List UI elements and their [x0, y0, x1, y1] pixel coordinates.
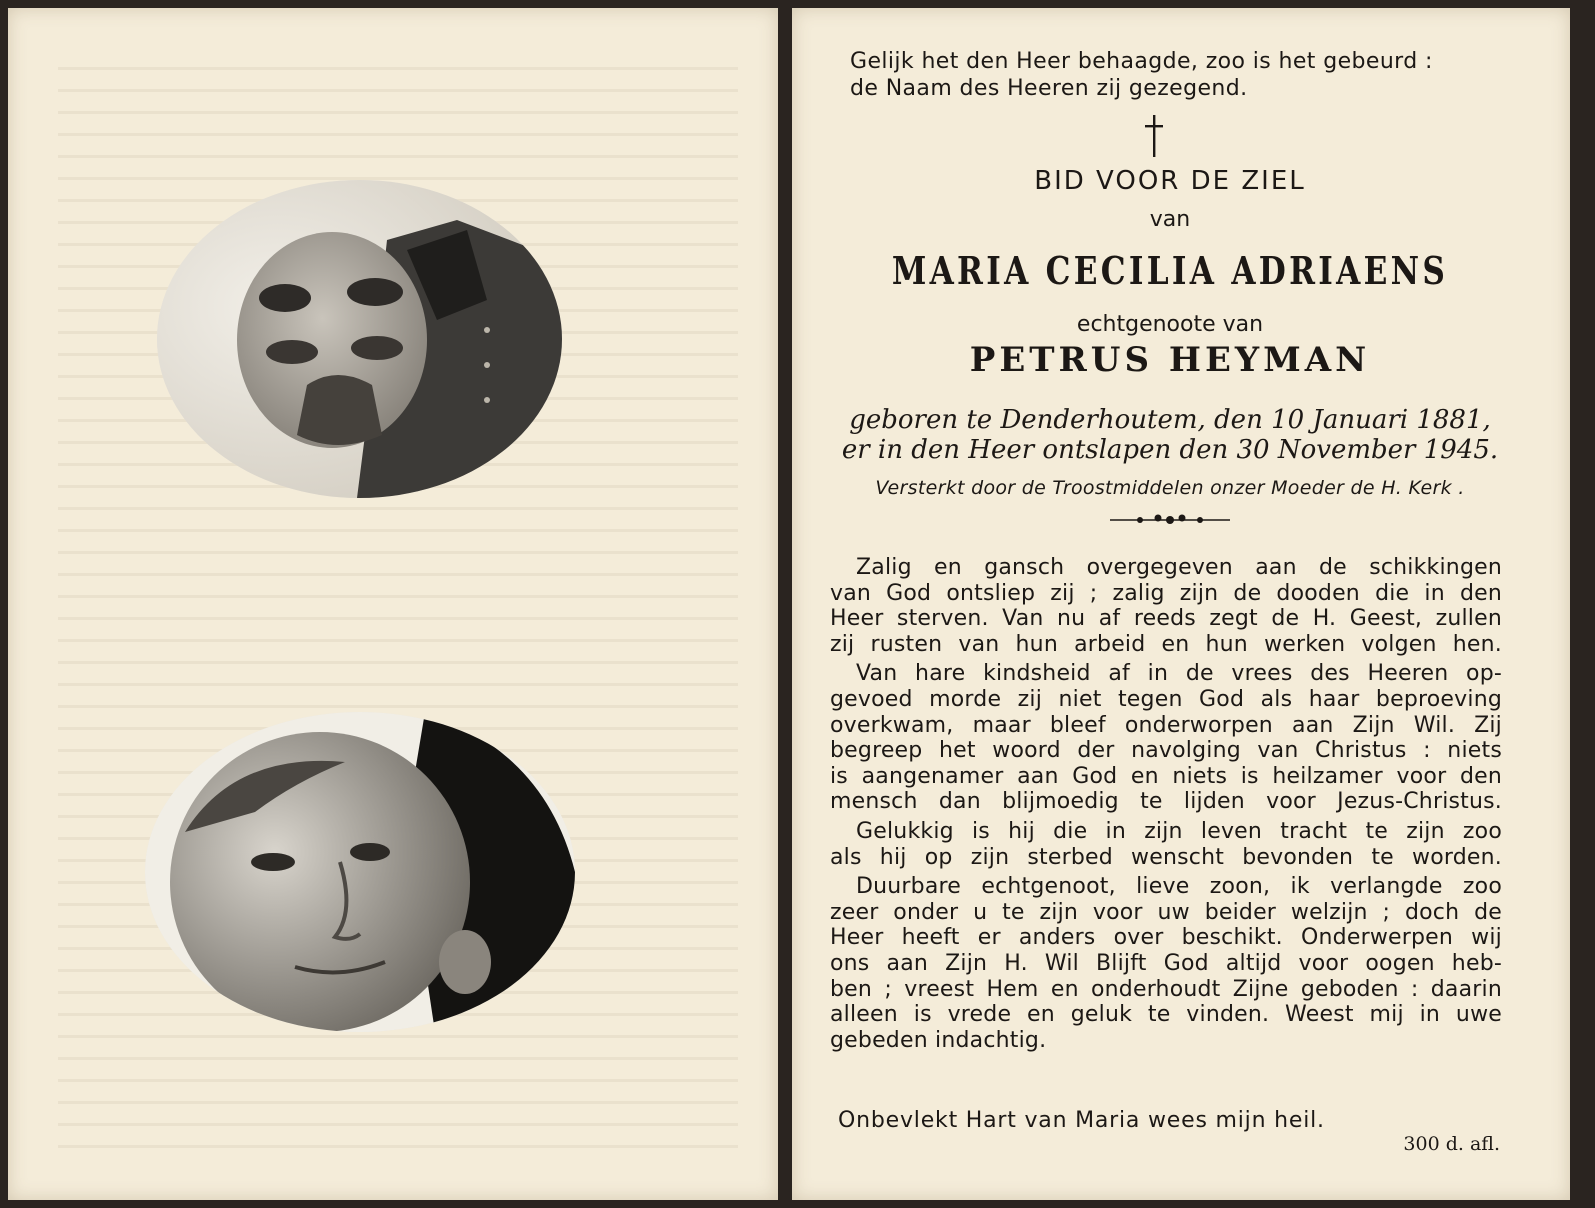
text-line: als hij op zijn sterbed wenscht bevonden te worden.	[830, 844, 1502, 870]
text-line: mensch dan blijmoedig te lijden voor Jezus-Christus.	[830, 789, 1502, 815]
text-line: Heer sterven. Van nu af reeds zegt de H. Geest, zullen	[830, 606, 1502, 632]
text-line: Duurbare echtgenoot, lieve zoon, ik verlangde zoo	[856, 874, 1502, 900]
quote-line: de Naam des Heeren zij gezegend.	[850, 76, 1248, 101]
quote-line: Gelijk het den Heer behaagde, zoo is het gebeurd :	[850, 49, 1433, 74]
spouse-intro: echtgenoote van	[1076, 312, 1264, 337]
text-line: zeer onder u te zijn voor uw beider welzijn ; doch de	[830, 899, 1502, 925]
sacraments-line: Versterkt door de Troostmiddelen onzer Moeder de H. Kerk .	[875, 477, 1465, 499]
paragraph	[830, 555, 1502, 657]
cross-icon	[1145, 115, 1163, 157]
text-line: Gelukkig is hij die in zijn leven tracht te zijn zoo	[856, 818, 1502, 844]
text-line: is aangenamer aan God en niets is heilzamer voor den	[830, 763, 1502, 789]
text-line: Van hare kindsheid af in de vrees des Heeren op-	[856, 661, 1502, 687]
text-line: zij rusten van hun arbeid en hun werken volgen hen.	[830, 631, 1502, 657]
text-line: gevoed morde zij niet tegen God als haar beproeving	[830, 686, 1502, 712]
text-line: Zalig en gansch overgegeven aan de schikkingen	[856, 555, 1502, 580]
text-line: overkwam, maar bleef onderworpen aan Zijn Wil. Zij	[830, 712, 1502, 738]
text-line: begreep het woord der navolging van Christus : niets	[830, 738, 1502, 764]
invocation: Onbevlekt Hart van Maria wees mijn heil.	[838, 1108, 1325, 1133]
portrait-photo-son	[157, 180, 562, 498]
paragraph	[830, 874, 1502, 1053]
text-line: Heer heeft er anders over beschikt. Onderwerpen wij	[830, 925, 1502, 951]
text-line: ben ; vreest Hem en onderhoudt Zijne geboden : daarin	[830, 976, 1502, 1002]
opening-quote	[850, 48, 1500, 102]
spouse-name: PETRUS HEYMAN	[969, 340, 1371, 380]
text-line: gebeden indachtig.	[830, 1027, 1047, 1053]
life-dates	[830, 405, 1510, 465]
memorial-text	[830, 555, 1502, 1057]
deceased-name: MARIA CECILIA ADRIAENS	[891, 248, 1449, 293]
paragraph	[830, 819, 1502, 870]
text-line: van God ontsliep zij ; zalig zijn de dooden die in den	[830, 580, 1502, 606]
birth-line: geboren te Denderhoutem, den 10 Januari 1881,	[849, 405, 1491, 435]
paragraph	[830, 661, 1502, 815]
death-line: er in den Heer ontslapen den 30 November 1945.	[841, 435, 1499, 465]
prayer-heading: BID VOOR DE ZIEL	[1034, 166, 1306, 196]
ornament-divider-icon	[1110, 513, 1230, 527]
indulgence-note: 300 d. afl.	[1403, 1133, 1500, 1155]
text-line: alleen is vrede en geluk te vinden. Weest mij in uwe	[830, 1002, 1502, 1028]
van-label: van	[1149, 207, 1191, 232]
portrait-photo-husband	[145, 712, 575, 1032]
text-line: ons aan Zijn H. Wil Blijft God altijd voor oogen heb-	[830, 950, 1502, 976]
